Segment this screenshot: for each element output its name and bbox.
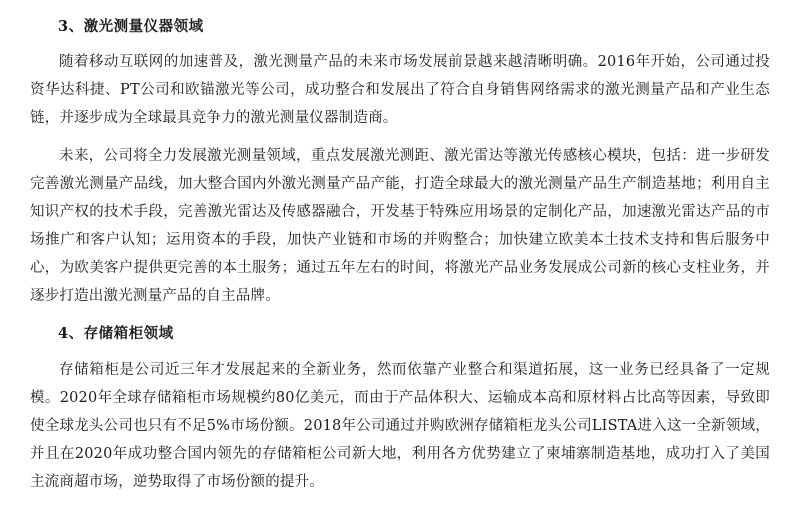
paragraph-laser-market-background: 随着移动互联网的加速普及，激光测量产品的未来市场发展前景越来越清晰明确。2016年开始，公司通过投资华达科捷、PT公司和欧锚激光等公司，成功整合和发展出了符合自身销售网络需求的激光测量产品和产业生态链，并逐步成为全球最具竞争力的激光测量仪器制造商。 bbox=[30, 54, 770, 127]
paragraph-laser-future-plan: 未来，公司将全力发展激光测量领域，重点发展激光测距、激光雷达等激光传感核心模块，包括：进一步研发完善激光测量产品线，加大整合国内外激光测量产品产能，打造全球最大的激光测量产品生产制造基地；利用自主知识产权的技术手段，完善激光雷达及传感器融合，开发基于特殊应用场景的定制化产品，加速激光雷达产品的市场推广和客户认知；运用资本的手段，加快产业链和市场的并购整合；加快建立欧美本土技术支持和售后服务中心，为欧美客户提供更完善的本土服务；通过五年左右的时间，将激光产品业务发展成公司新的核心支柱业务，并逐步打造出激光测量产品的自主品牌。 bbox=[30, 148, 770, 305]
paragraph-storage-cabinet-business: 存储箱柜是公司近三年才发展起来的全新业务，然而依靠产业整合和渠道拓展，这一业务已经具备了一定规模。2020年全球存储箱柜市场规模约80亿美元，而由于产品体积大、运输成本高和原材料占比高等因素，导致即使全球龙头公司也只有不足5%市场份额。2018年公司通过并购欧洲存储箱柜龙头公司LISTA进入这一全新领域，并且在2020年成功整合国内领先的存储箱柜公司新大地，利用各方优势建立了柬埔寨制造基地，成功打入了美国主流商超市场，逆势取得了市场份额的提升。 bbox=[30, 361, 770, 490]
section-heading-laser-measurement: 3、激光测量仪器领域 bbox=[58, 18, 204, 35]
section-heading-storage-cabinet: 4、存储箱柜领域 bbox=[58, 325, 174, 343]
